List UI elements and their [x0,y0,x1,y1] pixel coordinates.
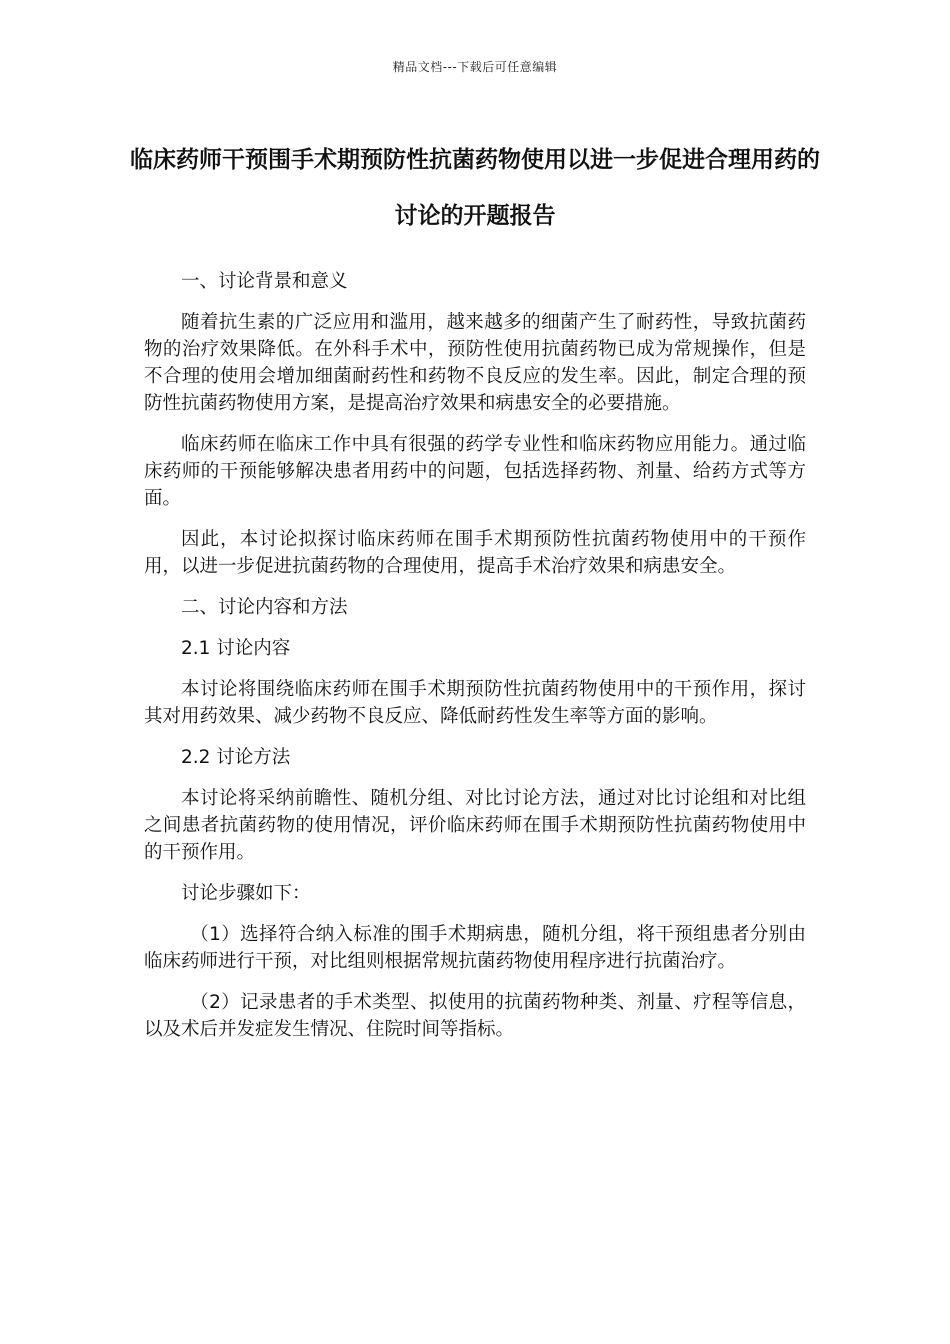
document-body [144,268,806,1057]
paragraph: 临床药师在临床工作中具有很强的药学专业性和临床药物应用能力。通过临床药师的干预能够解决患者用药中的问题，包括选择药物、剂量、给药方式等方面。 [144,434,806,509]
step-item-2: （2）记录患者的手术类型、拟使用的抗菌药物种类、剂量、疗程等信息，以及术后并发症发生情况、住院时间等指标。 [144,992,806,1040]
subsection-heading-content: 2.1 讨论内容 [181,638,291,659]
step-item-1: （1）选择符合纳入标准的围手术期病患，随机分组，将干预组患者分别由临床药师进行干预，对比组则根据常规抗菌药物使用程序进行抗菌治疗。 [144,924,806,972]
steps-intro: 讨论步骤如下： [181,883,311,904]
header-note: 精品文档---下载后可任意编辑 [392,60,558,74]
subsection-heading-methods: 2.2 讨论方法 [181,747,291,768]
paragraph: 因此，本讨论拟探讨临床药师在围手术期预防性抗菌药物使用中的干预作用，以进一步促进抗菌药物的合理使用，提高手术治疗效果和病患安全。 [144,529,806,577]
paragraph: 随着抗生素的广泛应用和滥用，越来越多的细菌产生了耐药性，导致抗菌药物的治疗效果降低。在外科手术中，预防性使用抗菌药物已成为常规操作，但是不合理的使用会增加细菌耐药性和药物不良反应的发生率。因此，制定合理的预防性抗菌药物使用方案，是提高治疗效果和病患安全的必要措施。 [144,312,806,414]
paragraph: 本讨论将采纳前瞻性、随机分组、对比讨论方法，通过对比讨论组和对比组之间患者抗菌药物的使用情况，评价临床药师在围手术期预防性抗菌药物使用中的干预作用。 [144,788,806,863]
paragraph: 本讨论将围绕临床药师在围手术期预防性抗菌药物使用中的干预作用，探讨其对用药效果、减少药物不良反应、降低耐药性发生率等方面的影响。 [144,679,806,727]
document-title: 临床药师干预围手术期预防性抗菌药物使用以进一步促进合理用药的讨论的开题报告 [130,147,820,229]
section-heading-content-methods: 二、讨论内容和方法 [181,597,348,618]
section-heading-background: 一、讨论背景和意义 [181,271,348,292]
